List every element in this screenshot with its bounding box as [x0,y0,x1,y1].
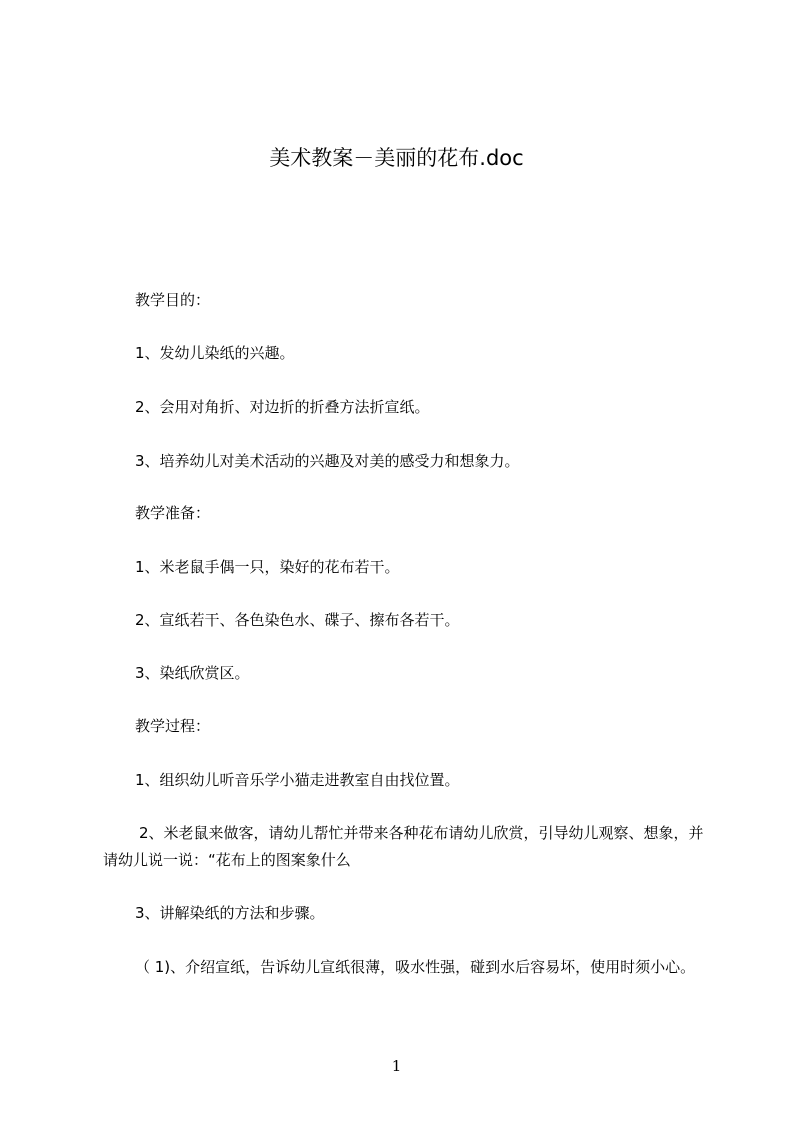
paragraph-heading-objectives: 教学目的： [135,291,211,309]
page-number: 1 [391,1057,402,1075]
paragraph-heading-preparation: 教学准备： [135,504,211,522]
paragraph-preparation-3: 3、染纸欣赏区。 [135,664,250,682]
paragraph-heading-process: 教学过程： [135,717,211,735]
document-title: 美术教案－美丽的花布.doc [269,146,524,170]
paragraph-objective-3: 3、培养幼儿对美术活动的兴趣及对美的感受力和想象力。 [135,452,520,470]
paragraph-process-2: 2、米老鼠来做客，请幼儿帮忙并带来各种花布请幼儿欣赏，引导幼儿观察、想象，并请幼儿说一说：“花布上的图案象什么 [103,824,704,869]
paragraph-preparation-1: 1、米老鼠手偶一只，染好的花布若干。 [135,558,400,576]
paragraph-objective-2: 2、会用对角折、对边折的折叠方法折宣纸。 [135,398,430,416]
paragraph-process-3: 3、讲解染纸的方法和步骤。 [135,904,325,922]
paragraph-process-3-1: （ 1)、介绍宣纸，告诉幼儿宣纸很薄，吸水性强，碰到水后容易坏，使用时须小心。 [135,958,696,976]
paragraph-preparation-2: 2、宣纸若干、各色染色水、碟子、擦布各若干。 [135,611,460,629]
paragraph-process-1: 1、组织幼儿听音乐学小猫走进教室自由找位置。 [135,771,460,789]
paragraph-objective-1: 1、发幼儿染纸的兴趣。 [135,344,295,362]
